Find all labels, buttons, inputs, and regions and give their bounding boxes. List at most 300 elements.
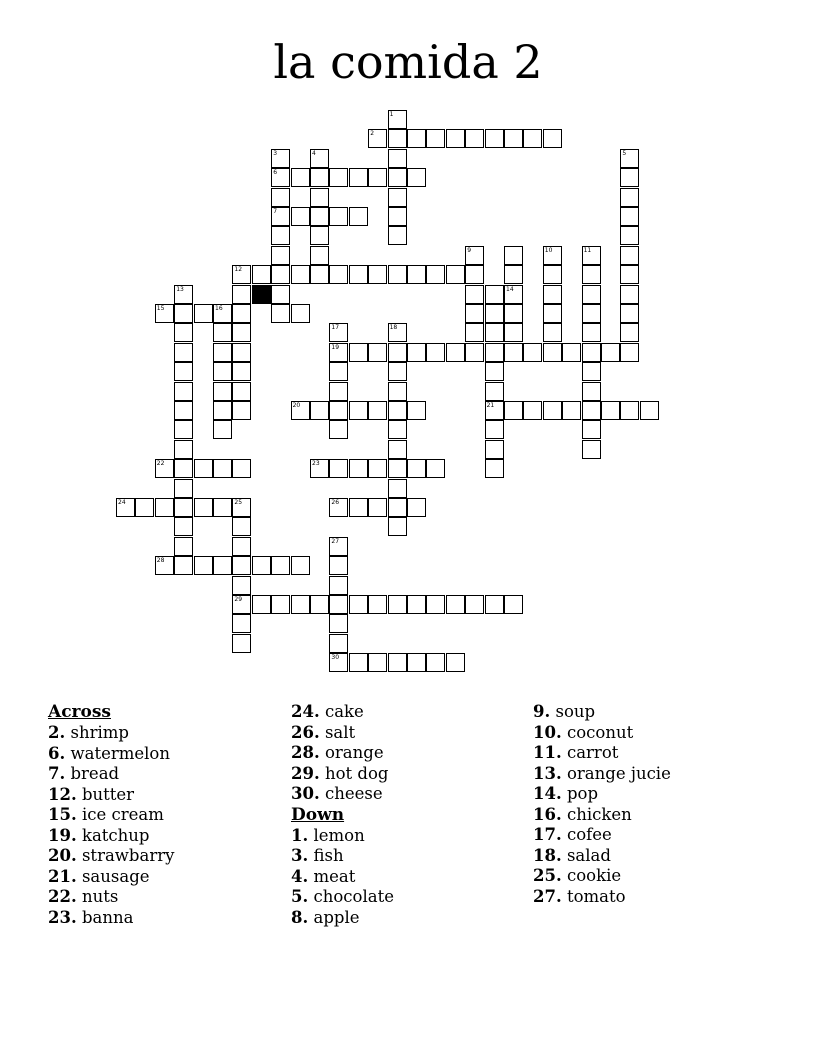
- grid-cell[interactable]: [213, 401, 232, 420]
- down-clue: [291, 846, 394, 867]
- grid-cell[interactable]: [388, 362, 407, 381]
- grid-cell[interactable]: [349, 459, 368, 478]
- grid-cell[interactable]: [407, 459, 426, 478]
- grid-cell[interactable]: [271, 226, 290, 245]
- grid-cell[interactable]: [446, 129, 465, 148]
- grid-cell[interactable]: [232, 304, 251, 323]
- grid-cell[interactable]: [310, 246, 329, 265]
- grid-cell[interactable]: [232, 323, 251, 342]
- grid-cell[interactable]: [407, 653, 426, 672]
- grid-cell[interactable]: [271, 285, 290, 304]
- grid-cell[interactable]: [232, 498, 251, 517]
- grid-cell[interactable]: [620, 149, 639, 168]
- down-clue: [291, 908, 394, 929]
- grid-cell[interactable]: [465, 595, 484, 614]
- clue-number-label: 11.: [533, 743, 562, 762]
- grid-cell[interactable]: [310, 226, 329, 245]
- grid-cell[interactable]: [446, 343, 465, 362]
- grid-cell[interactable]: [232, 343, 251, 362]
- clue-number-label: 19.: [48, 825, 77, 845]
- grid-cell[interactable]: [349, 207, 368, 226]
- across-clue: [291, 784, 394, 805]
- clue-text: chicken: [566, 804, 632, 824]
- grid-cell[interactable]: [232, 634, 251, 653]
- grid-cell[interactable]: [329, 537, 348, 556]
- grid-cell[interactable]: [329, 401, 348, 420]
- grid-cell[interactable]: [155, 459, 174, 478]
- clue-number-label: 23.: [48, 907, 77, 927]
- grid-cell[interactable]: [388, 401, 407, 420]
- grid-cell[interactable]: [407, 129, 426, 148]
- grid-cell[interactable]: [310, 149, 329, 168]
- grid-cell[interactable]: [582, 382, 601, 401]
- grid-cell[interactable]: [465, 265, 484, 284]
- grid-cell[interactable]: [291, 168, 310, 187]
- grid-cell[interactable]: [174, 459, 193, 478]
- grid-cell[interactable]: [174, 420, 193, 439]
- grid-cell[interactable]: [620, 265, 639, 284]
- grid-cell[interactable]: [620, 188, 639, 207]
- grid-cell[interactable]: [407, 401, 426, 420]
- grid-cell[interactable]: [271, 149, 290, 168]
- grid-cell[interactable]: [523, 129, 542, 148]
- clue-text: cheese: [324, 784, 383, 803]
- grid-cell[interactable]: [504, 265, 523, 284]
- grid-cell[interactable]: [349, 595, 368, 614]
- clue-text: carrot: [566, 743, 619, 762]
- grid-cell[interactable]: [620, 323, 639, 342]
- down-clue: [533, 866, 671, 887]
- grid-cell[interactable]: [232, 517, 251, 536]
- grid-cell[interactable]: [601, 401, 620, 420]
- clue-text: orange jucie: [566, 763, 671, 783]
- grid-cell[interactable]: [349, 401, 368, 420]
- grid-cell[interactable]: [291, 556, 310, 575]
- grid-cell[interactable]: [504, 285, 523, 304]
- across-clue: [48, 744, 174, 765]
- grid-cell[interactable]: [543, 285, 562, 304]
- grid-cell[interactable]: [194, 498, 213, 517]
- grid-cell[interactable]: [155, 498, 174, 517]
- grid-cell[interactable]: [213, 323, 232, 342]
- grid-cell[interactable]: [329, 420, 348, 439]
- grid-cell[interactable]: [504, 595, 523, 614]
- grid-cell[interactable]: [271, 207, 290, 226]
- clue-text: tomato: [566, 886, 626, 906]
- grid-cell[interactable]: [155, 556, 174, 575]
- grid-cell[interactable]: [523, 343, 542, 362]
- grid-cell[interactable]: [194, 459, 213, 478]
- clue-text: cofee: [566, 825, 612, 844]
- grid-cell[interactable]: [465, 343, 484, 362]
- clue-number: 19: [331, 343, 340, 351]
- grid-cell[interactable]: [388, 168, 407, 187]
- grid-cell[interactable]: [465, 246, 484, 265]
- grid-cell[interactable]: [174, 537, 193, 556]
- grid-cell[interactable]: [368, 401, 387, 420]
- grid-cell[interactable]: [329, 498, 348, 517]
- grid-cell[interactable]: [329, 459, 348, 478]
- grid-cell[interactable]: [291, 304, 310, 323]
- grid-cell[interactable]: [271, 265, 290, 284]
- grid-cell[interactable]: [213, 556, 232, 575]
- grid-cell[interactable]: [485, 420, 504, 439]
- grid-cell[interactable]: [329, 614, 348, 633]
- clue-number: 7: [273, 208, 278, 215]
- grid-cell[interactable]: [485, 129, 504, 148]
- clue-number: 6: [273, 169, 278, 177]
- grid-cell[interactable]: [485, 440, 504, 459]
- grid-cell[interactable]: [504, 343, 523, 362]
- grid-cell[interactable]: [368, 459, 387, 478]
- grid-cell[interactable]: [368, 129, 387, 148]
- grid-cell[interactable]: [349, 343, 368, 362]
- grid-cell[interactable]: [329, 382, 348, 401]
- clue-number-label: 25.: [533, 866, 562, 885]
- grid-cell[interactable]: [426, 653, 445, 672]
- grid-cell[interactable]: [213, 498, 232, 517]
- grid-cell[interactable]: [562, 343, 581, 362]
- grid-cell[interactable]: [271, 188, 290, 207]
- grid-cell[interactable]: [504, 401, 523, 420]
- grid-cell[interactable]: [465, 304, 484, 323]
- grid-cell[interactable]: [582, 285, 601, 304]
- grid-cell[interactable]: [485, 362, 504, 381]
- grid-cell[interactable]: [349, 265, 368, 284]
- grid-cell[interactable]: [388, 323, 407, 342]
- grid-cell[interactable]: [543, 304, 562, 323]
- grid-cell[interactable]: [310, 595, 329, 614]
- clue-number: 11: [583, 246, 592, 254]
- grid-cell[interactable]: [388, 440, 407, 459]
- clue-text: hot dog: [324, 763, 389, 783]
- grid-cell[interactable]: [232, 595, 251, 614]
- clue-number-label: 16.: [533, 804, 562, 824]
- grid-cell[interactable]: [174, 285, 193, 304]
- grid-cell[interactable]: [329, 576, 348, 595]
- grid-cell[interactable]: [213, 343, 232, 362]
- clue-number: 1: [389, 111, 394, 118]
- grid-cell[interactable]: [465, 323, 484, 342]
- clue-number-label: 10.: [533, 722, 562, 742]
- grid-cell[interactable]: [543, 129, 562, 148]
- grid-cell[interactable]: [310, 265, 329, 284]
- clue-text: soup: [555, 702, 596, 721]
- grid-cell[interactable]: [504, 246, 523, 265]
- clue-column-1: [48, 702, 174, 928]
- grid-cell[interactable]: [349, 168, 368, 187]
- down-clue: [533, 723, 671, 744]
- grid-cell[interactable]: [232, 459, 251, 478]
- grid-cell[interactable]: [310, 459, 329, 478]
- grid-cell[interactable]: [485, 285, 504, 304]
- down-clue: [533, 702, 671, 723]
- grid-cell[interactable]: [465, 129, 484, 148]
- grid-cell[interactable]: [485, 323, 504, 342]
- grid-cell[interactable]: [194, 304, 213, 323]
- grid-cell[interactable]: [329, 265, 348, 284]
- grid-cell[interactable]: [388, 595, 407, 614]
- clue-text: lemon: [313, 825, 365, 845]
- clue-number-label: 13.: [533, 763, 562, 783]
- grid-cell[interactable]: [368, 498, 387, 517]
- grid-cell[interactable]: [232, 382, 251, 401]
- down-clue: [291, 887, 394, 908]
- grid-cell[interactable]: [310, 168, 329, 187]
- clue-number-label: 27.: [533, 886, 562, 906]
- clue-number-label: 2.: [48, 723, 66, 742]
- grid-cell[interactable]: [368, 265, 387, 284]
- grid-cell[interactable]: [388, 226, 407, 245]
- grid-cell[interactable]: [620, 401, 639, 420]
- grid-cell[interactable]: [232, 556, 251, 575]
- grid-cell[interactable]: [174, 440, 193, 459]
- grid-cell[interactable]: [232, 401, 251, 420]
- grid-cell[interactable]: [407, 168, 426, 187]
- grid-cell[interactable]: [174, 304, 193, 323]
- grid-cell[interactable]: [116, 498, 135, 517]
- grid-cell[interactable]: [582, 343, 601, 362]
- grid-cell[interactable]: [232, 362, 251, 381]
- clue-number: 30: [331, 654, 340, 662]
- grid-cell[interactable]: [310, 188, 329, 207]
- grid-cell[interactable]: [388, 188, 407, 207]
- clue-number: 9: [467, 246, 472, 254]
- clue-text: fish: [313, 846, 344, 865]
- grid-cell[interactable]: [601, 343, 620, 362]
- grid-cell[interactable]: [485, 304, 504, 323]
- clue-number: 14: [506, 285, 514, 293]
- across-clue: [48, 764, 174, 785]
- grid-cell[interactable]: [388, 207, 407, 226]
- grid-cell[interactable]: [562, 401, 581, 420]
- grid-cell[interactable]: [174, 382, 193, 401]
- grid-cell[interactable]: [310, 401, 329, 420]
- clue-number: 29: [234, 596, 243, 603]
- clue-number: 22: [156, 460, 165, 468]
- clue-number: 2: [370, 130, 375, 138]
- grid-cell[interactable]: [213, 362, 232, 381]
- grid-cell[interactable]: [329, 207, 348, 226]
- grid-cell[interactable]: [388, 459, 407, 478]
- grid-cell[interactable]: [543, 401, 562, 420]
- grid-cell[interactable]: [213, 420, 232, 439]
- clue-number-label: 22.: [48, 887, 77, 906]
- grid-cell[interactable]: [388, 343, 407, 362]
- grid-cell[interactable]: [174, 479, 193, 498]
- grid-cell[interactable]: [329, 362, 348, 381]
- grid-cell[interactable]: [388, 129, 407, 148]
- grid-cell[interactable]: [252, 556, 271, 575]
- grid-cell[interactable]: [582, 420, 601, 439]
- grid-cell[interactable]: [232, 537, 251, 556]
- grid-cell[interactable]: [155, 304, 174, 323]
- grid-cell[interactable]: [291, 401, 310, 420]
- clue-number: 20: [292, 402, 301, 409]
- grid-cell[interactable]: [174, 556, 193, 575]
- grid-cell[interactable]: [620, 285, 639, 304]
- grid-cell[interactable]: [446, 595, 465, 614]
- grid-cell[interactable]: [388, 420, 407, 439]
- grid-cell[interactable]: [465, 285, 484, 304]
- clue-number: 24: [118, 499, 126, 506]
- grid-cell[interactable]: [582, 304, 601, 323]
- grid-cell[interactable]: [620, 226, 639, 245]
- grid-cell[interactable]: [271, 595, 290, 614]
- grid-cell[interactable]: [271, 168, 290, 187]
- clue-number: 28: [156, 557, 165, 565]
- grid-cell[interactable]: [174, 343, 193, 362]
- grid-cell[interactable]: [329, 595, 348, 614]
- clue-text: butter: [81, 784, 135, 804]
- grid-cell[interactable]: [368, 343, 387, 362]
- grid-cell[interactable]: [329, 323, 348, 342]
- grid-cell[interactable]: [232, 614, 251, 633]
- grid-cell[interactable]: [388, 479, 407, 498]
- across-clue: [48, 867, 174, 888]
- grid-cell[interactable]: [582, 265, 601, 284]
- grid-cell[interactable]: [582, 246, 601, 265]
- grid-cell[interactable]: [485, 382, 504, 401]
- grid-cell[interactable]: [543, 265, 562, 284]
- clue-number-label: 8.: [291, 907, 309, 927]
- grid-cell[interactable]: [368, 653, 387, 672]
- grid-cell[interactable]: [620, 168, 639, 187]
- grid-cell[interactable]: [407, 343, 426, 362]
- grid-cell[interactable]: [329, 653, 348, 672]
- grid-cell[interactable]: [523, 401, 542, 420]
- grid-cell[interactable]: [504, 304, 523, 323]
- grid-cell[interactable]: [329, 556, 348, 575]
- across-clue: [48, 805, 174, 826]
- across-clue: [291, 723, 394, 744]
- grid-cell[interactable]: [388, 110, 407, 129]
- grid-block: [252, 285, 271, 304]
- grid-cell[interactable]: [349, 498, 368, 517]
- clue-number-label: 24.: [291, 702, 320, 721]
- grid-cell[interactable]: [426, 343, 445, 362]
- grid-cell[interactable]: [388, 498, 407, 517]
- clue-number-label: 18.: [533, 845, 562, 865]
- grid-cell[interactable]: [329, 634, 348, 653]
- grid-cell[interactable]: [329, 343, 348, 362]
- grid-cell[interactable]: [135, 498, 154, 517]
- grid-cell[interactable]: [446, 653, 465, 672]
- clue-text: salad: [566, 845, 611, 865]
- grid-cell[interactable]: [446, 265, 465, 284]
- across-clue: [291, 702, 394, 723]
- down-clue: [533, 825, 671, 846]
- grid-cell[interactable]: [174, 323, 193, 342]
- clue-text: shrimp: [70, 723, 129, 742]
- clue-text: cake: [324, 702, 364, 721]
- grid-cell[interactable]: [213, 382, 232, 401]
- grid-cell[interactable]: [543, 343, 562, 362]
- grid-cell[interactable]: [174, 362, 193, 381]
- grid-cell[interactable]: [388, 265, 407, 284]
- grid-cell[interactable]: [426, 595, 445, 614]
- grid-cell[interactable]: [620, 304, 639, 323]
- grid-cell[interactable]: [485, 459, 504, 478]
- grid-cell[interactable]: [388, 653, 407, 672]
- grid-cell[interactable]: [504, 323, 523, 342]
- clue-column-3: [533, 702, 671, 907]
- clue-number-label: 9.: [533, 702, 551, 721]
- grid-cell[interactable]: [543, 246, 562, 265]
- grid-cell[interactable]: [620, 246, 639, 265]
- grid-cell[interactable]: [174, 401, 193, 420]
- grid-cell[interactable]: [640, 401, 659, 420]
- grid-cell[interactable]: [582, 440, 601, 459]
- grid-cell[interactable]: [291, 265, 310, 284]
- grid-cell[interactable]: [252, 265, 271, 284]
- down-clue: [533, 805, 671, 826]
- grid-cell[interactable]: [485, 595, 504, 614]
- grid-cell[interactable]: [232, 265, 251, 284]
- grid-cell[interactable]: [407, 595, 426, 614]
- clue-column-2: [291, 702, 394, 928]
- grid-cell[interactable]: [620, 207, 639, 226]
- down-clue: [291, 867, 394, 888]
- grid-cell[interactable]: [271, 556, 290, 575]
- grid-cell[interactable]: [582, 362, 601, 381]
- grid-cell[interactable]: [291, 207, 310, 226]
- grid-cell[interactable]: [407, 265, 426, 284]
- grid-cell[interactable]: [426, 129, 445, 148]
- grid-cell[interactable]: [426, 459, 445, 478]
- grid-cell[interactable]: [620, 343, 639, 362]
- grid-cell[interactable]: [213, 459, 232, 478]
- clue-text: ice cream: [81, 805, 164, 824]
- grid-cell[interactable]: [194, 556, 213, 575]
- grid-cell[interactable]: [388, 149, 407, 168]
- grid-cell[interactable]: [349, 653, 368, 672]
- clue-number-label: 30.: [291, 784, 320, 803]
- grid-cell[interactable]: [485, 343, 504, 362]
- grid-cell[interactable]: [426, 265, 445, 284]
- clue-number-label: 29.: [291, 763, 320, 783]
- grid-cell[interactable]: [388, 382, 407, 401]
- grid-cell[interactable]: [368, 595, 387, 614]
- clue-number: 5: [622, 149, 627, 157]
- grid-cell[interactable]: [407, 498, 426, 517]
- down-clue: [533, 846, 671, 867]
- grid-cell[interactable]: [213, 304, 232, 323]
- puzzle-title: la comida 2: [273, 35, 543, 89]
- grid-cell[interactable]: [232, 285, 251, 304]
- clue-number: 16: [215, 305, 223, 312]
- grid-cell[interactable]: [291, 595, 310, 614]
- across-heading: Across: [48, 702, 111, 722]
- grid-cell[interactable]: [485, 401, 504, 420]
- grid-cell[interactable]: [271, 304, 290, 323]
- grid-cell[interactable]: [271, 246, 290, 265]
- grid-cell[interactable]: [388, 517, 407, 536]
- grid-cell[interactable]: [232, 576, 251, 595]
- grid-cell[interactable]: [582, 401, 601, 420]
- grid-cell[interactable]: [252, 595, 271, 614]
- grid-cell[interactable]: [174, 517, 193, 536]
- grid-cell[interactable]: [504, 129, 523, 148]
- grid-cell[interactable]: [329, 168, 348, 187]
- grid-cell[interactable]: [174, 498, 193, 517]
- grid-cell[interactable]: [310, 207, 329, 226]
- clue-number-label: 5.: [291, 887, 309, 906]
- grid-cell[interactable]: [368, 168, 387, 187]
- clue-number-label: 3.: [291, 846, 309, 865]
- grid-cell[interactable]: [543, 323, 562, 342]
- grid-cell[interactable]: [582, 323, 601, 342]
